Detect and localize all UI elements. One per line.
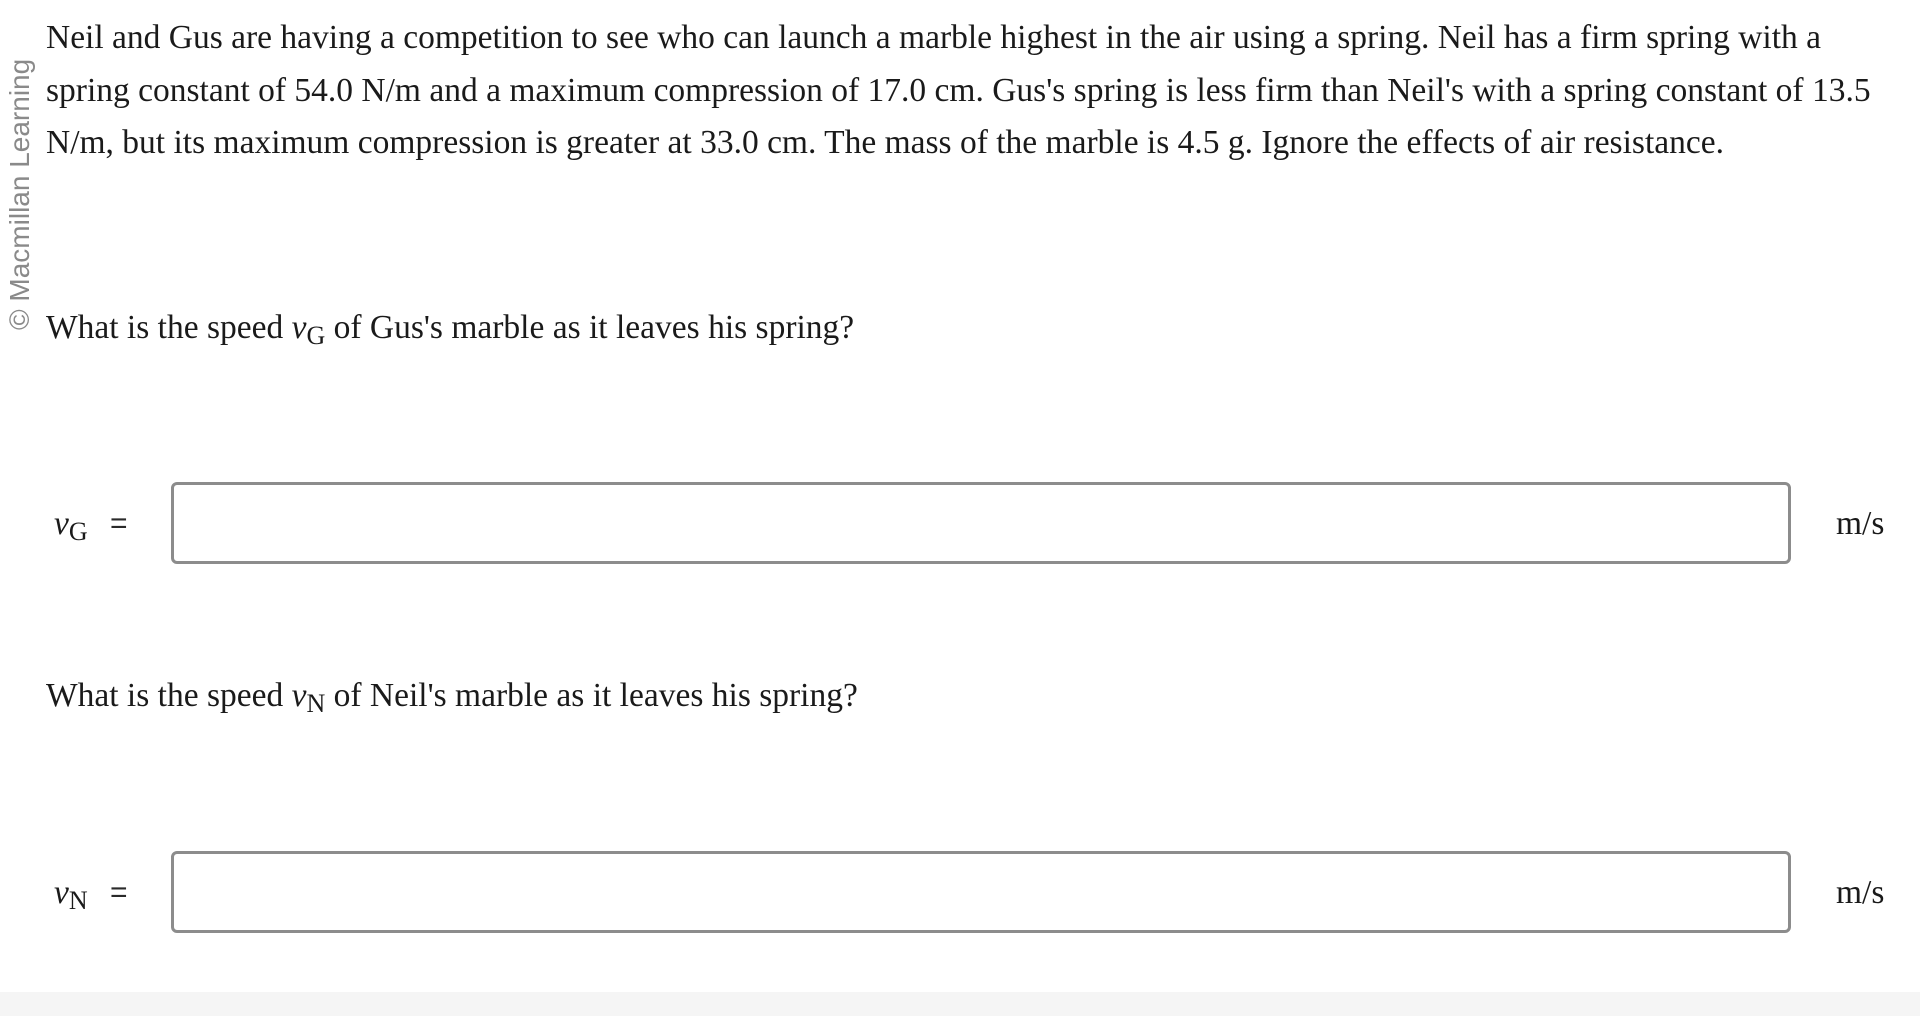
equals-sign: =: [110, 507, 128, 540]
unit-label: m/s: [1836, 505, 1885, 542]
question-neil-speed: [46, 674, 858, 718]
equals-sign: =: [110, 876, 128, 909]
variable-vg: $v_G$: [291, 309, 326, 350]
question-suffix: of Gus's marble as it leaves his spring?: [325, 309, 855, 346]
answer-input-vg[interactable]: [171, 482, 1791, 564]
question-gus-speed: [46, 306, 854, 350]
answer-row-gus: [0, 482, 1920, 568]
question-suffix: of Neil's marble as it leaves his spring?: [325, 677, 858, 714]
answer-label-vn: $v_N$: [54, 874, 88, 915]
variable-vn: $v_N$: [291, 677, 326, 718]
problem-statement: Neil and Gus are having a competition to see who can launch a marble highest in the air using a spring. Neil has a firm spring with a spring constant of 54.0 N/m and a maximum compression of 17.0 cm. Gus's spring is less firm than Neil's with a spring constant of 13.5 N/m, but its maximum compression is greater at 33.0 cm. The mass of the marble is 4.5 g. Ignore the effects of air resistance.: [46, 19, 1871, 161]
answer-input-vn[interactable]: [171, 851, 1791, 933]
unit-label: m/s: [1836, 874, 1885, 911]
question-prefix: What is the speed: [46, 677, 292, 714]
answer-row-neil: [0, 851, 1920, 937]
answer-label-vg: $v_G$: [54, 505, 88, 546]
watermark-text: © Macmillan Learning: [4, 58, 35, 330]
question-prefix: What is the speed: [46, 309, 292, 346]
bottom-band: [0, 992, 1920, 1016]
